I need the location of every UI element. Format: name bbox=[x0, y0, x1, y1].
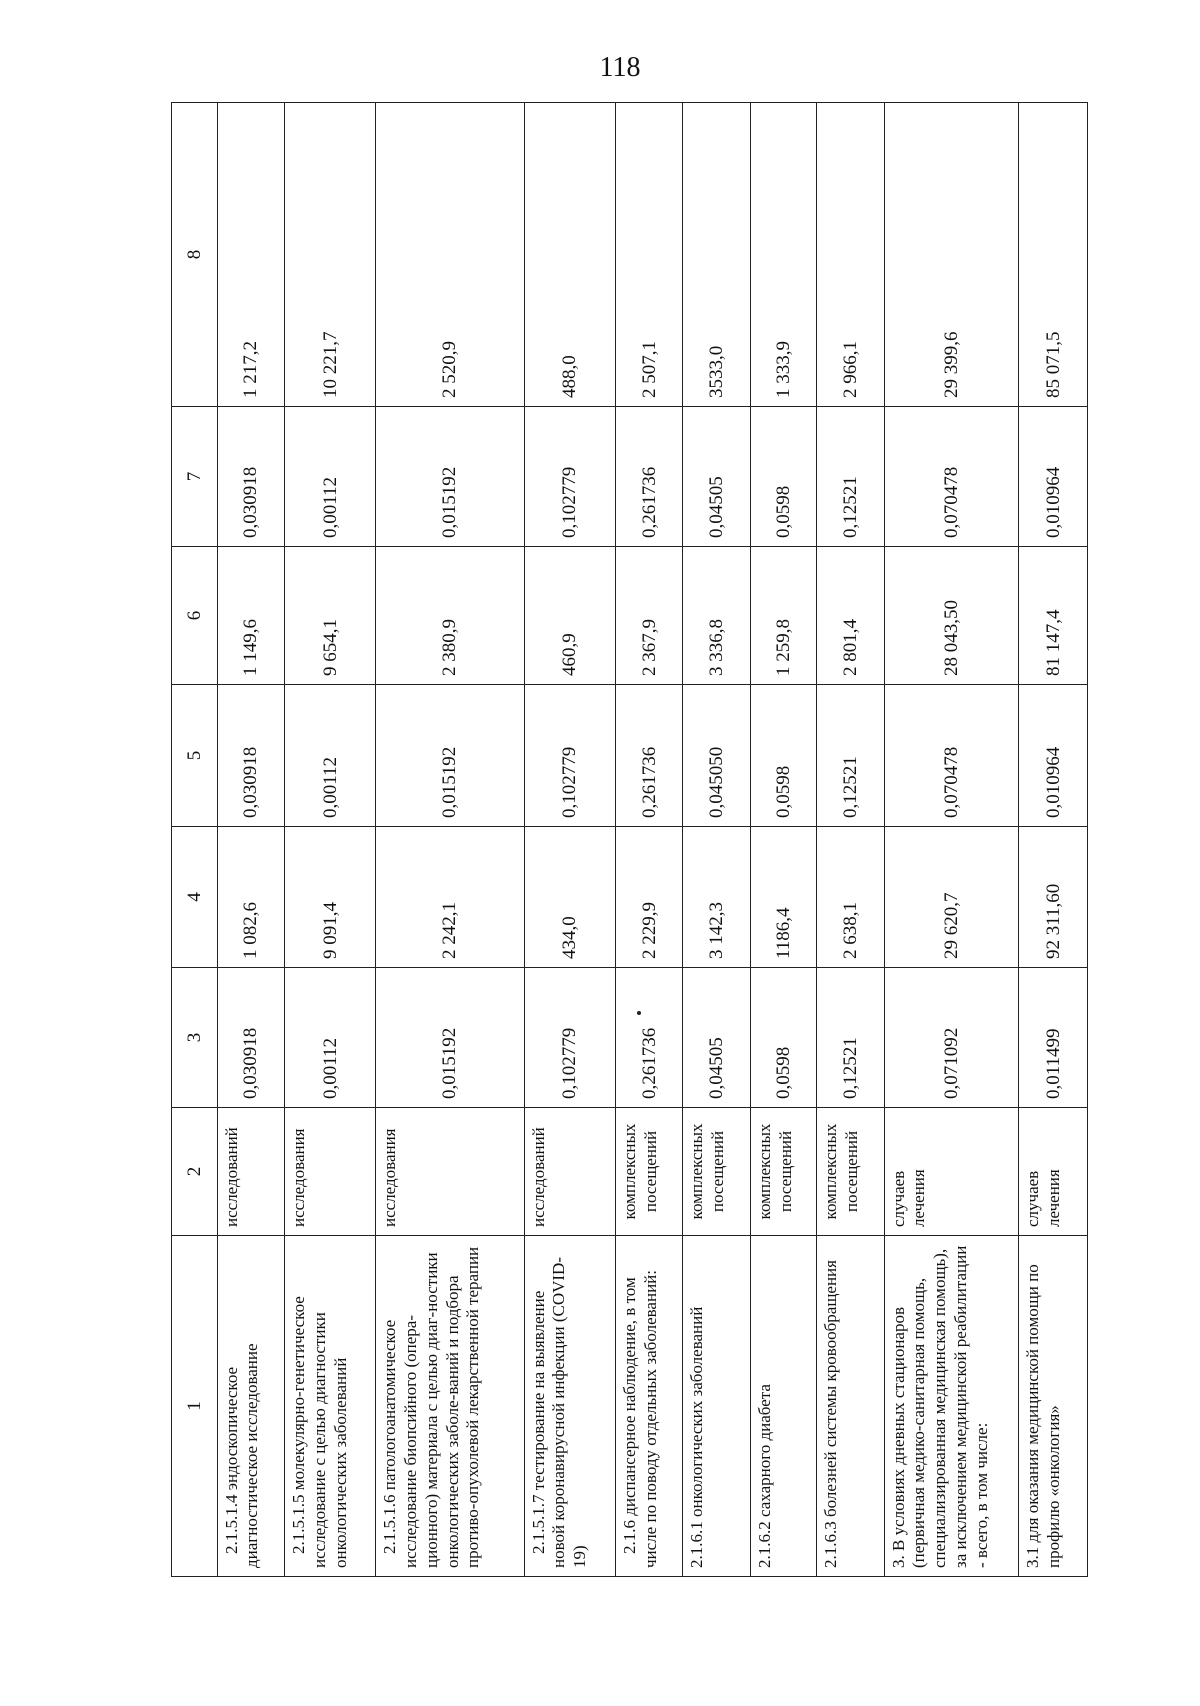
row-name: 3. В условиях дневных стационаров (первичная медико-санитарная помощь, специализированная медицинская помощь), за исключением медицинской реабилитации - всего, в том числе: bbox=[884, 1236, 1019, 1577]
row-value: 0,102779 bbox=[524, 968, 615, 1108]
row-value: 81 147,4 bbox=[1019, 547, 1088, 685]
row-value: 0,04505 bbox=[683, 968, 750, 1108]
row-unit: исследования bbox=[376, 1108, 524, 1236]
row-value: 434,0 bbox=[524, 827, 615, 968]
row-value: 10 221,7 bbox=[285, 103, 376, 407]
row-value: 0,015192 bbox=[376, 407, 524, 547]
row-value: 3533,0 bbox=[683, 103, 750, 407]
row-value: 0,12521 bbox=[817, 407, 884, 547]
row-value: 2 638,1 bbox=[817, 827, 884, 968]
row-value: 1 333,9 bbox=[750, 103, 816, 407]
row-value: 0,102779 bbox=[524, 685, 615, 827]
column-number: 5 bbox=[172, 685, 218, 827]
column-number: 3 bbox=[172, 968, 218, 1108]
row-value: 0,261736 bbox=[615, 407, 682, 547]
row-unit: комплексных посещений bbox=[615, 1108, 682, 1236]
table-row bbox=[524, 103, 615, 1577]
row-value: 2 229,9 bbox=[615, 827, 682, 968]
row-value: 2 367,9 bbox=[615, 547, 682, 685]
row-unit: исследований bbox=[524, 1108, 615, 1236]
row-name: 2.1.6 диспансерное наблюдение, в том числе по поводу отдельных заболеваний: bbox=[615, 1236, 682, 1577]
row-value: 0,00112 bbox=[285, 407, 376, 547]
row-value: 0,030918 bbox=[217, 407, 284, 547]
row-value: 0,030918 bbox=[217, 968, 284, 1108]
row-value: 1 082,6 bbox=[217, 827, 284, 968]
row-value: 29 399,6 bbox=[884, 103, 1019, 407]
scan-dot-mark bbox=[637, 1011, 641, 1015]
row-value: 0,12521 bbox=[817, 968, 884, 1108]
row-unit: комплексных посещений bbox=[750, 1108, 816, 1236]
row-value: 0,010964 bbox=[1019, 407, 1088, 547]
row-value: 0,010964 bbox=[1019, 685, 1088, 827]
row-value: 0,030918 bbox=[217, 685, 284, 827]
row-name: 2.1.5.1.4 эндоскопическое диагностическое исследование bbox=[217, 1236, 284, 1577]
row-value: 0,00112 bbox=[285, 968, 376, 1108]
row-value: 9 654,1 bbox=[285, 547, 376, 685]
row-value: 0,045050 bbox=[683, 685, 750, 827]
row-value: 92 311,60 bbox=[1019, 827, 1088, 968]
row-unit: комплексных посещений bbox=[817, 1108, 884, 1236]
row-value: 29 620,7 bbox=[884, 827, 1019, 968]
column-number-row bbox=[172, 103, 218, 1577]
row-value: 28 043,50 bbox=[884, 547, 1019, 685]
table-row bbox=[683, 103, 750, 1577]
column-number: 2 bbox=[172, 1108, 218, 1236]
table-row bbox=[1019, 103, 1088, 1577]
row-value: 0,070478 bbox=[884, 407, 1019, 547]
table-row bbox=[750, 103, 816, 1577]
table-row bbox=[285, 103, 376, 1577]
row-unit: комплексных посещений bbox=[683, 1108, 750, 1236]
row-value: 0,070478 bbox=[884, 685, 1019, 827]
column-number: 7 bbox=[172, 407, 218, 547]
row-value: 0,0598 bbox=[750, 685, 816, 827]
row-value: 1 259,8 bbox=[750, 547, 816, 685]
column-number: 4 bbox=[172, 827, 218, 968]
row-value: 0,071092 bbox=[884, 968, 1019, 1108]
table-container bbox=[171, 103, 1088, 1577]
row-unit: исследований bbox=[217, 1108, 284, 1236]
row-value: 0,04505 bbox=[683, 407, 750, 547]
column-number: 1 bbox=[172, 1236, 218, 1577]
row-value: 2 380,9 bbox=[376, 547, 524, 685]
table-row bbox=[376, 103, 524, 1577]
row-unit: исследования bbox=[285, 1108, 376, 1236]
row-value: 3 142,3 bbox=[683, 827, 750, 968]
column-number: 6 bbox=[172, 547, 218, 685]
row-name: 2.1.6.2 сахарного диабета bbox=[750, 1236, 816, 1577]
table-row bbox=[217, 103, 284, 1577]
row-value: 1 217,2 bbox=[217, 103, 284, 407]
row-unit: случаев лечения bbox=[1019, 1108, 1088, 1236]
row-value: 0,015192 bbox=[376, 968, 524, 1108]
column-number: 8 bbox=[172, 103, 218, 407]
row-value: 2 966,1 bbox=[817, 103, 884, 407]
row-value: 0,015192 bbox=[376, 685, 524, 827]
row-value: 2 801,4 bbox=[817, 547, 884, 685]
row-value: 488,0 bbox=[524, 103, 615, 407]
row-value: 2 242,1 bbox=[376, 827, 524, 968]
row-value: 1186,4 bbox=[750, 827, 816, 968]
row-value: 0,102779 bbox=[524, 407, 615, 547]
row-name: 2.1.6.1 онкологических заболеваний bbox=[683, 1236, 750, 1577]
row-value: 2 507,1 bbox=[615, 103, 682, 407]
row-value: 0,011499 bbox=[1019, 968, 1088, 1108]
row-value: 2 520,9 bbox=[376, 103, 524, 407]
row-unit: случаев лечения bbox=[884, 1108, 1019, 1236]
row-value: 1 149,6 bbox=[217, 547, 284, 685]
page-number: 118 bbox=[599, 52, 641, 83]
row-name: 3.1 для оказания медицинской помощи по профилю «онкология» bbox=[1019, 1236, 1088, 1577]
row-value: 0,00112 bbox=[285, 685, 376, 827]
rotated-table-frame bbox=[171, 103, 1088, 1577]
row-value: 0,0598 bbox=[750, 407, 816, 547]
row-value: 3 336,8 bbox=[683, 547, 750, 685]
row-name: 2.1.5.1.6 патологоанатомическое исследование биопсийного (опера-ционного) материала с целью диаг-ностики онкологических заболе-ваний и подбора противо-опухолевой лекарственной терапии bbox=[376, 1236, 524, 1577]
row-name: 2.1.5.1.5 молекулярно-генетическое исследование с целью диагностики онкологических заболеваний bbox=[285, 1236, 376, 1577]
table-row bbox=[817, 103, 884, 1577]
row-value: 0,261736 bbox=[615, 685, 682, 827]
row-value: 85 071,5 bbox=[1019, 103, 1088, 407]
row-value: 0,0598 bbox=[750, 968, 816, 1108]
row-value: 0,12521 bbox=[817, 685, 884, 827]
table-row bbox=[884, 103, 1019, 1577]
data-table bbox=[171, 102, 1088, 1577]
row-value: 0,261736 bbox=[615, 968, 682, 1108]
table-row bbox=[615, 103, 682, 1577]
row-name: 2.1.5.1.7 тестирование на выявление новой коронавирусной инфекции (COVID-19) bbox=[524, 1236, 615, 1577]
row-value: 460,9 bbox=[524, 547, 615, 685]
row-name: 2.1.6.3 болезней системы кровообращения bbox=[817, 1236, 884, 1577]
row-value: 9 091,4 bbox=[285, 827, 376, 968]
